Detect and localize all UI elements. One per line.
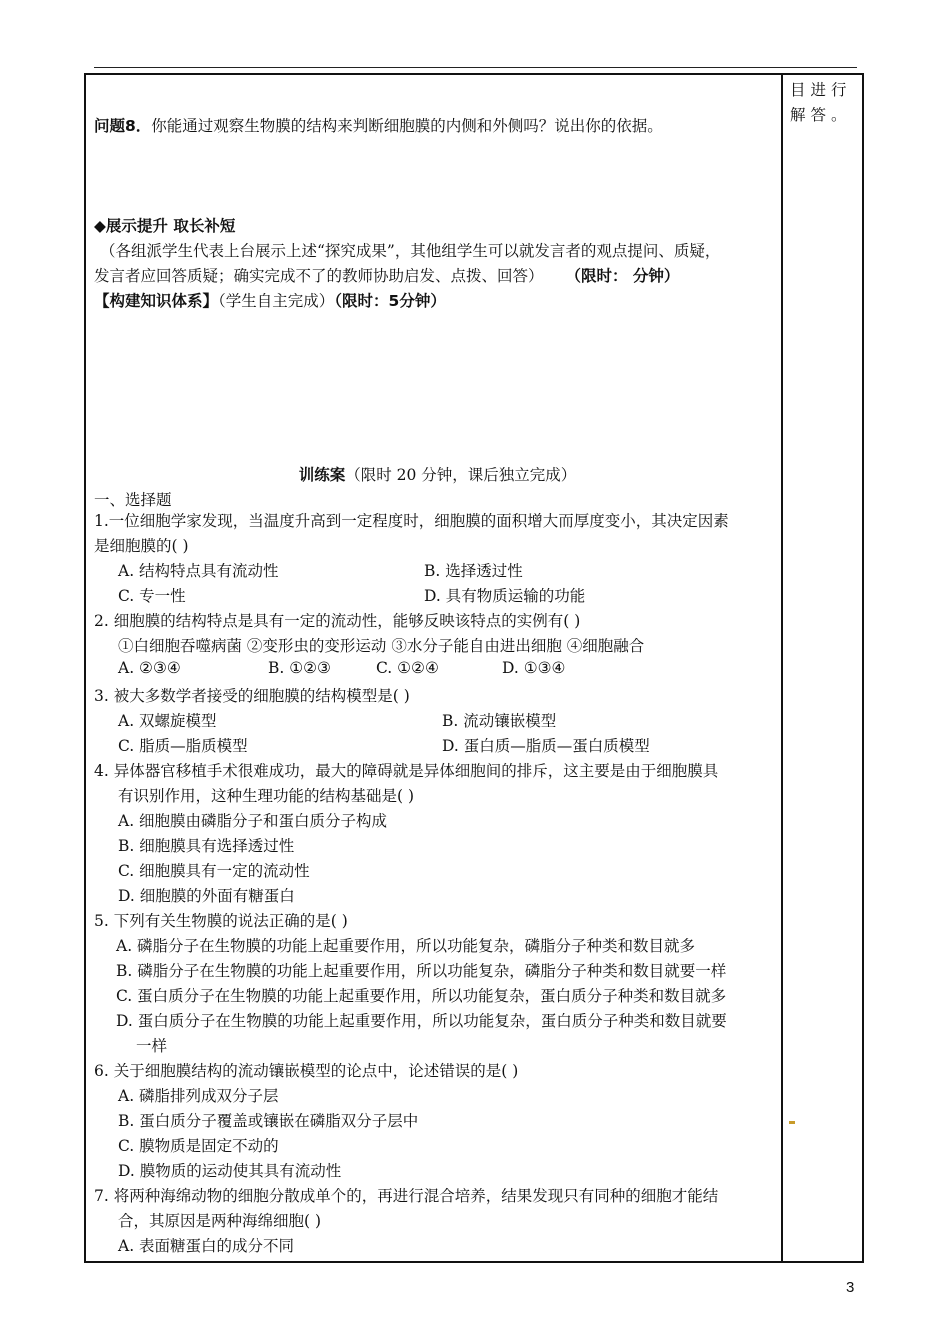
- q4-option-b: B. 细胞膜具有选择透过性: [118, 837, 295, 855]
- q5-stem: 5. 下列有关生物膜的说法正确的是( ): [94, 912, 348, 930]
- q1-option-row: [118, 584, 585, 606]
- q6-option-b: B. 蛋白质分子覆盖或镶嵌在磷脂双分子层中: [118, 1112, 419, 1130]
- q5-option-b: B. 磷脂分子在生物膜的功能上起重要作用，所以功能复杂，磷脂分子种类和数目就要一样: [116, 962, 727, 980]
- side-note: 目进行解答。: [790, 81, 852, 124]
- q2-option-b: B. ①②③: [268, 659, 331, 677]
- knowledge-text: （学生自主完成）: [218, 292, 335, 310]
- q5-option-d-cont: 一样: [136, 1037, 168, 1055]
- q3-option-row: [118, 709, 556, 731]
- question-8-text: 你能通过观察生物膜的结构来判断细胞膜的内侧和外侧吗？说出你的依据。: [151, 117, 663, 135]
- q2-option-row: [118, 659, 565, 677]
- q4-option-d: D. 细胞膜的外面有糖蛋白: [118, 887, 295, 905]
- question-8: [94, 114, 663, 136]
- training-title-line: [94, 463, 781, 485]
- q6-option-c: C. 膜物质是固定不动的: [118, 1137, 279, 1155]
- column-divider: [781, 73, 783, 1263]
- q2-stem: 2. 细胞膜的结构特点是具有一定的流动性，能够反映该特点的实例有( ): [94, 612, 581, 630]
- q4-option-c: C. 细胞膜具有一定的流动性: [118, 862, 310, 880]
- knowledge-line: [94, 289, 446, 311]
- q2-option-a: A. ②③④: [118, 659, 181, 677]
- q3-option-row: [118, 734, 650, 756]
- q4-stem-cont: 有识别作用，这种生理功能的结构基础是( ): [118, 787, 415, 805]
- training-title: 训练案: [298, 466, 346, 484]
- q6-stem: 6. 关于细胞膜结构的流动镶嵌模型的论点中，论述错误的是( ): [94, 1062, 519, 1080]
- q7-stem-cont: 合，其原因是两种海绵细胞( ): [118, 1212, 322, 1230]
- q4-stem: 4. 异体器官移植手术很难成功，最大的障碍就是异体细胞间的排斥，这主要是由于细胞膜具: [94, 762, 719, 780]
- q1-option-c: C. 专一性: [118, 587, 186, 605]
- q5-option-a: A. 磷脂分子在生物膜的功能上起重要作用，所以功能复杂，磷脂分子种类和数目就多: [116, 937, 696, 955]
- q6-option-a: A. 磷脂排列成双分子层: [118, 1087, 279, 1105]
- q3-option-b: B. 流动镶嵌模型: [442, 712, 557, 730]
- q3-stem: 3. 被大多数学者接受的细胞膜的结构模型是( ): [94, 687, 410, 705]
- q4-option-a: A. 细胞膜由磷脂分子和蛋白质分子构成: [118, 812, 388, 830]
- knowledge-time: （限时：5分钟）: [334, 292, 446, 310]
- q1-option-a: A. 结构特点具有流动性: [118, 562, 279, 580]
- show-line-1: （各组派学生代表上台展示上述“探究成果”，其他组学生可以就发言者的观点提问、质疑，: [100, 242, 721, 260]
- q1-option-row: [118, 559, 523, 581]
- knowledge-label: 【构建知识体系】: [94, 292, 219, 310]
- q1-stem: 1.一位细胞学家发现，当温度升高到一定程度时，细胞膜的面积增大而厚度变小，其决定因素: [94, 512, 729, 530]
- show-line-2-text: 发言者应回答质疑；确实完成不了的教师协助启发、点拨、回答）: [94, 267, 544, 285]
- q3-option-a: A. 双螺旋模型: [118, 712, 217, 730]
- q2-option-d: D. ①③④: [502, 659, 566, 677]
- q6-option-d: D. 膜物质的运动使其具有流动性: [118, 1162, 342, 1180]
- show-time-limit: （限时： 分钟）: [565, 267, 680, 285]
- header-rule: [94, 67, 857, 68]
- show-heading: ◆展示提升 取长补短: [94, 217, 236, 235]
- show-line-2: [94, 264, 679, 286]
- stray-mark: [789, 1121, 795, 1124]
- q3-option-c: C. 脂质—脂质模型: [118, 737, 248, 755]
- q5-option-c: C. 蛋白质分子在生物膜的功能上起重要作用，所以功能复杂，蛋白质分子种类和数目就多: [116, 987, 727, 1005]
- q2-option-c: C. ①②④: [376, 659, 439, 677]
- q7-option-a: A. 表面糖蛋白的成分不同: [118, 1237, 295, 1255]
- page-number: 3: [846, 1279, 855, 1296]
- q2-items: ①白细胞吞噬病菌 ②变形虫的变形运动 ③水分子能自由进出细胞 ④细胞融合: [118, 637, 645, 655]
- q5-option-d: D. 蛋白质分子在生物膜的功能上起重要作用，所以功能复杂，蛋白质分子种类和数目就要: [116, 1012, 727, 1030]
- q1-stem-cont: 是细胞膜的( ): [94, 537, 189, 555]
- q1-option-d: D. 具有物质运输的功能: [424, 587, 586, 605]
- question-8-label: 问题8．: [94, 117, 152, 135]
- q1-option-b: B. 选择透过性: [424, 562, 523, 580]
- q7-stem: 7. 将两种海绵动物的细胞分散成单个的，再进行混合培养，结果发现只有同种的细胞才能结: [94, 1187, 719, 1205]
- training-note: （限时 20 分钟，课后独立完成）: [345, 466, 577, 484]
- section-heading: 一、选择题: [94, 491, 172, 509]
- q3-option-d: D. 蛋白质—脂质—蛋白质模型: [442, 737, 650, 755]
